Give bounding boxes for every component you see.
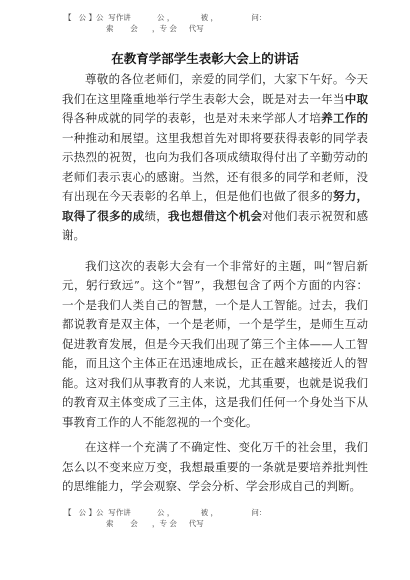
header-line-2: 索 会 ，专 会 代写 [106,519,204,528]
text-segment: 绩， [144,208,169,223]
paragraph-1 [62,70,368,246]
bold-text-segment: 我也想借这个机会 [168,208,263,223]
text-segment: 尊敬的各位老师们，亲爱的同学们，大家下午好。今天我们在这里隆重地举行学生表彰大会，既是对去一年当 [62,72,368,106]
text-segment: 祝贺和感谢。 [62,208,369,242]
text-segment: 我们这次的表彰大会有一个非常好的主题，叫“智启新元，躬行致远”。这个“智”，我想包含了两个方面的内容： 一个是我们人类自己的智慧，一个是人工智能。过去，我们都说教育是双主体，一个是老师，一个是学生，是师生互动促进教育发展，但是今天我们出现了第三个主体——人工智能，而且这个主体正在迅速地成长，正在越来越接近人的智能。这对我们从事教育的人来说，尤其重要，也就是说我们的教育双主体变成了三主体，这是我们任何一个身处当下从事教育工作的人不能忽视的一个变化。 [62,258,368,429]
bold-text-segment: 中取 [344,91,368,106]
header-line-2: 索 会 ，专 会 代写 [106,24,204,33]
document-title: 在教育学部学生表彰大会上的讲话 [111,51,299,66]
paragraph-3 [62,438,368,497]
header-watermark-bottom [64,507,364,529]
header-watermark-top [64,12,364,34]
bold-text-segment: 努力，取得了很多的成 [62,189,368,223]
text-segment: 对他们表示 [262,208,322,223]
text-segment: 在这样一个充满了不确定性、变化万千的社会里，我们怎么以不变来应万变，我想最重要的一条就是要培养批判性的思维能力，学会观察、学会分析、学会形成自己的判断。 [62,440,368,493]
bold-text-segment: 养工作的 [321,111,369,125]
text-segment: 得各种成就的同学的表彰，也是对未来学部人才培 [62,111,322,125]
header-line-1: 【 公 】公 写作讲 公 ， 被 ， 问： [64,13,267,22]
header-line-1: 【 公 】公 写作讲 公 ， 被 ， 问： [64,508,267,517]
document-body [62,70,368,503]
paragraph-2 [62,257,368,433]
text-segment: 一种推动和展望。这里我想首先对即将要获得表彰的同学表示热烈的祝贺，也向为我们各项成绩取得付出了辛勤劳动的老师们表示衷心的感谢。当然，还有很多的同学和老师，没有出现在今天表彰的名单上，但是他们也做了很多的 [62,130,368,203]
